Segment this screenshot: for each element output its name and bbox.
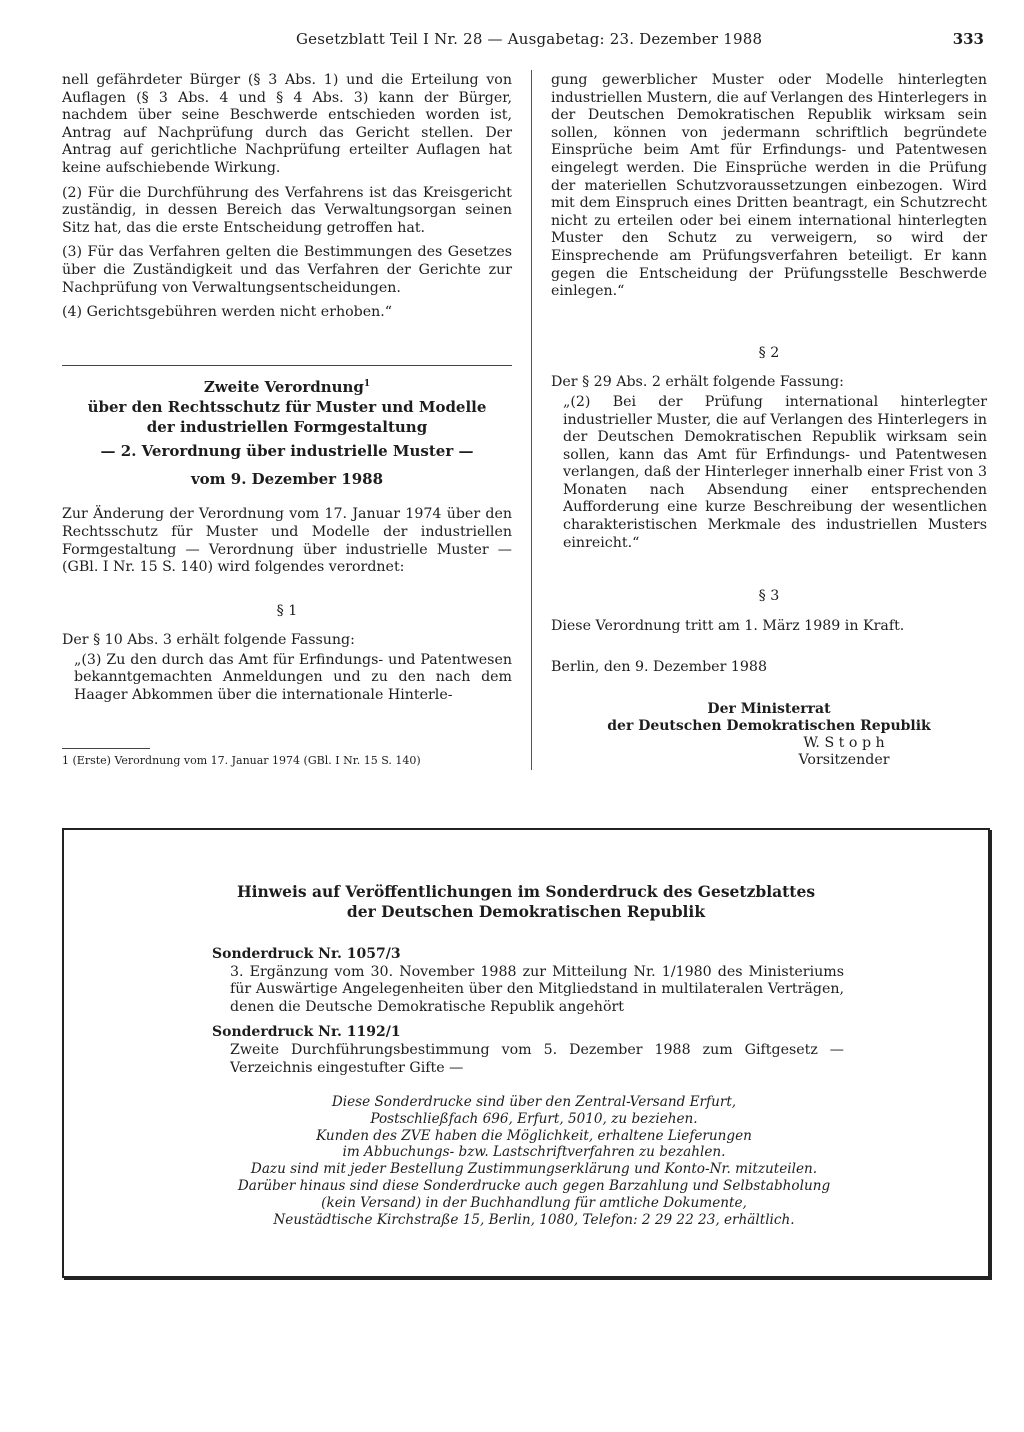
notice-title-line-2: der Deutschen Demokratischen Republik: [346, 902, 706, 921]
section-3-heading: § 3: [758, 588, 780, 605]
decree-title-line-3: der industriellen Formgestaltung: [146, 417, 428, 436]
section-2-heading: § 2: [758, 344, 780, 361]
notice-line: Diese Sonderdrucke sind über den Zentral-Versand Erfurt,: [331, 1094, 737, 1110]
page-header: [60, 30, 990, 54]
signature-name: W. S t o p h: [803, 735, 885, 752]
notice-line: Kunden des ZVE haben die Möglichkeit, erhaltene Lieferungen: [316, 1127, 752, 1144]
notice-line: Neustädtische Kirchstraße 15, Berlin, 1080, Telefon: 2 29 22 23, erhältlich.: [273, 1211, 795, 1228]
footnote-marker: 1: [363, 378, 371, 389]
section-2-quote: „(2) Bei der Prüfung international hinterlegter industrieller Muster, die auf Verlangen des Hinterlegers in der Deutschen Demokratischen Republik wirksam sein sollen, kann das Amt für Erfindungs- und Patentwesen verlangen, daß der Hinterleger innerhalb einer Frist von 3 Monaten nach Absendung einer entsprechenden Aufforderung eine kurze Beschreibung der wesentlichen charakteristischen Merkmale des industriellen Musters einreicht.“: [563, 393, 987, 551]
page-number: 333: [952, 30, 984, 48]
section-separator: [62, 365, 512, 366]
notice-items: [212, 946, 844, 1085]
paragraph-3: (3) Für das Verfahren gelten die Bestimmungen des Gesetzes über die Zuständigkeit und das Verfahren der Gerichte zur Nachprüfung von Verwaltungsentscheidungen.: [62, 244, 512, 296]
place-date: Berlin, den 9. Dezember 1988: [551, 659, 767, 676]
notice-item-label: Sonderdruck Nr. 1057/3: [212, 946, 401, 962]
left-column: [62, 72, 512, 712]
section-1-heading: § 1: [276, 602, 298, 619]
notice-item-label: Sonderdruck Nr. 1192/1: [212, 1024, 401, 1041]
signature-org-2: der Deutschen Demokratischen Republik: [607, 718, 931, 735]
notice-item-text: Zweite Durchführungsbestimmung vom 5. Dezember 1988 zum Giftgesetz — Verzeichnis eingestufter Gifte —: [230, 1041, 844, 1076]
section-2-intro: Der § 29 Abs. 2 erhält folgende Fassung:: [551, 374, 844, 391]
section-1-intro: Der § 10 Abs. 3 erhält folgende Fassung:: [62, 632, 355, 649]
decree-intro: Zur Änderung der Verordnung vom 17. Januar 1974 über den Rechtsschutz für Muster und Modelle der industriellen Formgestaltung — Verordnung über industrielle Muster — (GBl. I Nr. 15 S. 140) wird folgendes verordnet:: [62, 506, 512, 576]
paragraph-2: (2) Für die Durchführung des Verfahrens ist das Kreisgericht zuständig, in dessen Bereich das Verwaltungsorgan seinen Sitz hat, das die erste Entscheidung getroffen hat.: [62, 184, 512, 236]
section-3-text: Diese Verordnung tritt am 1. März 1989 in Kraft.: [551, 617, 905, 634]
footnote: 1 (Erste) Verordnung vom 17. Januar 1974 (GBl. I Nr. 15 S. 140): [62, 754, 421, 767]
notice-line: (kein Versand) in der Buchhandlung für amtliche Dokumente,: [321, 1194, 747, 1211]
decree-title-line-4: — 2. Verordnung über industrielle Muster —: [100, 441, 474, 460]
paragraph-continued: nell gefährdeter Bürger (§ 3 Abs. 1) und die Erteilung von Auflagen (§ 3 Abs. 4 und § 4 Abs. 3) kann der Bürger, nachdem über seine Beschwerde entschieden worden ist, Antrag auf Nachprüfung durch das Gericht stellen. Der Antrag auf gerichtliche Nachprüfung erteilter Auflagen hat keine aufschiebende Wirkung.: [62, 72, 512, 176]
notice-title-line-1: Hinweis auf Veröffentlichungen im Sonderdruck des Gesetzblattes: [236, 882, 816, 901]
notice-line: Dazu sind mit jeder Bestellung Zustimmungserklärung und Konto-Nr. mitzuteilen.: [250, 1161, 818, 1178]
paragraph-continued-right: gung gewerblicher Muster oder Modelle hinterlegten industriellen Mustern, die auf Verlangen des Hinterlegers in der Deutschen Demokratischen Republik wirksam sein sollen, können von jedermann schriftlich begründete Einsprüche beim Amt für Erfindungs- und Patentwesen eingelegt werden. Die Einsprüche werden in die Prüfung der materiellen Schutzvoraussetzungen einbezogen. Wird mit dem Einspruch eines Dritten beantragt, ein Schutzrecht nicht zu erteilen oder bei einem international hinterlegten Muster den Schutz zu verweigern, so wird der Einsprechende am Prüfungsverfahren beteiligt. Er kann gegen die Entscheidung der Prüfungsstelle Beschwerde einlegen.“: [551, 72, 987, 300]
signature-org-1: Der Ministerrat: [707, 701, 831, 718]
decree-title-line-1: Zweite Verordnung: [203, 377, 364, 396]
signature-role: Vorsitzender: [798, 752, 890, 769]
notice-title: [64, 882, 988, 922]
paragraph-4: (4) Gerichtsgebühren werden nicht erhoben.“: [62, 304, 393, 321]
notice-box: [62, 828, 990, 1278]
decree-title: [62, 374, 512, 461]
header-title: Gesetzblatt Teil I Nr. 28 — Ausgabetag: 23. Dezember 1988: [296, 30, 763, 48]
notice-line: Postschließfach 696, Erfurt, 5010, zu beziehen.: [370, 1110, 698, 1127]
footnote-rule: [62, 748, 150, 749]
signature-block: [551, 701, 987, 735]
notice-line: im Abbuchungs- bzw. Lastschriftverfahren zu bezahlen.: [342, 1144, 726, 1161]
right-column: [551, 72, 987, 769]
notice-item-text: 3. Ergänzung vom 30. November 1988 zur Mitteilung Nr. 1/1980 des Ministeriums für Auswärtige Angelegenheiten über den Mitgliedstand in multilateralen Verträgen, denen die Deutsche Demokratische Republik angehört: [230, 963, 844, 1015]
notice-ordering-info: [224, 1094, 844, 1228]
decree-date: vom 9. Dezember 1988: [190, 469, 384, 488]
decree-title-line-2: über den Rechtsschutz für Muster und Modelle: [87, 397, 487, 416]
section-1-quote: „(3) Zu den durch das Amt für Erfindungs- und Patentwesen bekanntgemachten Anmeldungen und zu den nach dem Haager Abkommen über die internationale Hinterle-: [74, 651, 512, 704]
column-divider: [531, 70, 532, 770]
notice-line: Darüber hinaus sind diese Sonderdrucke auch gegen Barzahlung und Selbstabholung: [237, 1177, 831, 1194]
